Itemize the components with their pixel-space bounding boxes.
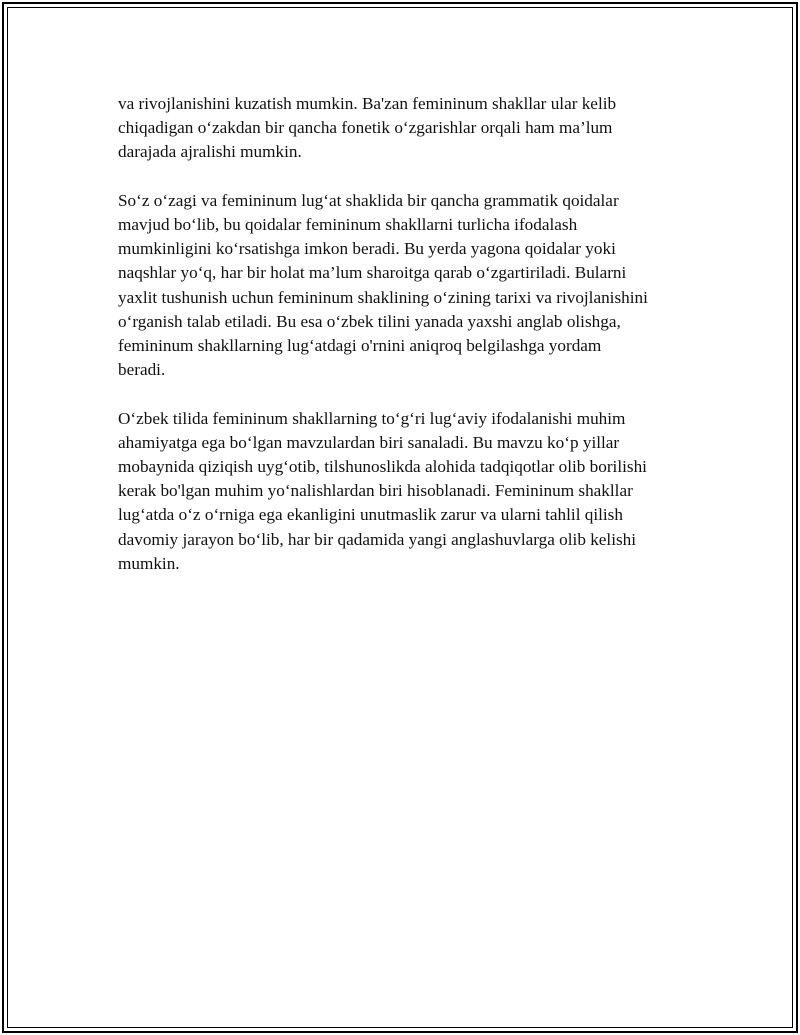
paragraph-line: kerak bo'lgan muhim yo‘nalishlardan biri hisoblanadi. Femininum shakllar [118,481,633,501]
paragraph-line: va rivojlanishini kuzatish mumkin. Ba'zan femininum shakllar ular kelib [118,94,617,113]
paragraph-line: naqshlar yo‘q, har bir holat ma’lum sharoitga qarab o‘zgartiriladi. Bularni [118,263,627,283]
paragraph-1 [118,92,708,165]
paragraph-line: mumkinligini ko‘rsatishga imkon beradi. Bu yerda yagona qoidalar yoki [118,239,616,259]
paragraph-line: yaxlit tushunish uchun femininum shaklining o‘zining tarixi va rivojlanishini [118,287,648,307]
paragraph-line: o‘rganish talab etiladi. Bu esa o‘zbek tilini yanada yaxshi anglab olishga, [118,311,621,331]
paragraph-line: mobaynida qiziqish uyg‘otib, tilshunoslikda alohida tadqiqotlar olib borilishi [118,457,647,477]
paragraph-line: So‘z o‘zagi va femininum lug‘at shaklida bir qancha grammatik qoidalar [118,190,619,210]
paragraph-line: lug‘atda o‘z o‘rniga ega ekanligini unutmaslik zarur va ularni tahlil qilish [118,505,623,525]
paragraph-line: femininum shakllarning lug‘atdagi o'rnini aniqroq belgilashga yordam [118,336,602,356]
paragraph-line: beradi. [118,360,166,380]
paragraph-3 [118,407,708,576]
paragraph-line: davomiy jarayon bo‘lib, har bir qadamida yangi anglashuvlarga olib kelishi [118,529,637,549]
paragraph-line: ahamiyatga ega bo‘lgan mavzulardan biri sanaladi. Bu mavzu ko‘p yillar [118,432,620,452]
paragraph-line: darajada ajralishi mumkin. [118,142,302,162]
paragraph-2 [118,189,708,383]
paragraph-line: mumkin. [118,553,180,573]
paragraph-line: chiqadigan o‘zakdan bir qancha fonetik o‘zgarishlar orqali ham ma’lum [118,118,613,138]
document-body [118,92,708,600]
paragraph-line: O‘zbek tilida femininum shakllarning to‘g‘ri lug‘aviy ifodalanishi muhim [118,408,626,428]
paragraph-line: mavjud bo‘lib, bu qoidalar femininum shakllarni turlicha ifodalash [118,215,578,234]
